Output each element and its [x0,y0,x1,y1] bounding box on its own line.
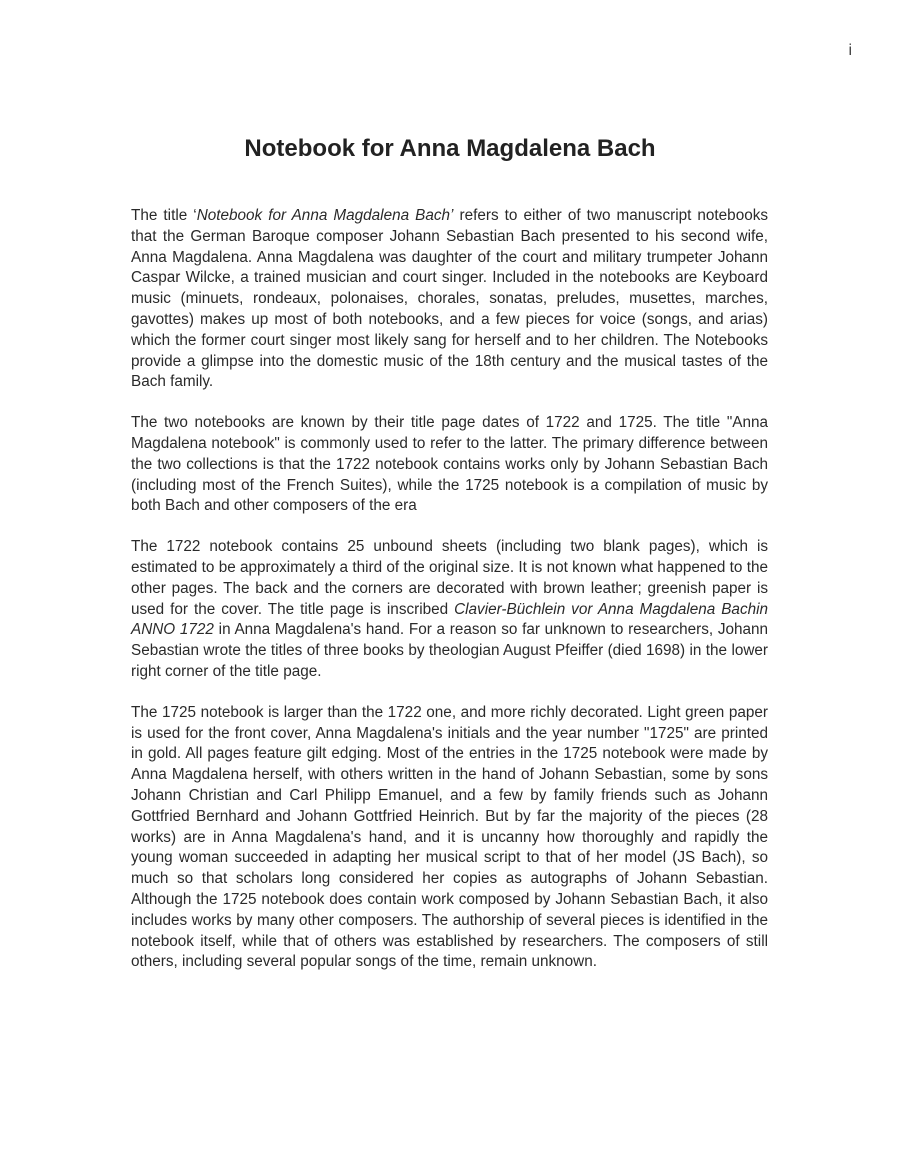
paragraph-4 [131,703,768,973]
italic-title-text: Notebook for Anna Magdalena Bach’ [196,207,454,224]
paragraph-2 [131,413,768,517]
document-title: Notebook for Anna Magdalena Bach [244,135,656,162]
paragraph-text: The title ‘ [131,207,197,224]
body-text [131,206,768,993]
paragraph-text: refers to either of two manuscript notebooks that the German Baroque composer Johann Sebastian Bach presented to his second wife, Anna Magdalena. Anna Magdalena was daughter of the court and military trumpeter Johann Caspar Wilcke, a trained musician and court singer. Included in the notebooks are Keyboard music (minuets, rondeaux, polonaises, chorales, sonatas, preludes, musettes, marches, gavottes) makes up most of both notebooks, and a few pieces for voice (songs, and arias) which the former court singer most likely sang for herself and to her children. The Notebooks provide a glimpse into the domestic music of the 18th century and the musical tastes of the Bach family. [131,207,769,391]
paragraph-text: The 1725 notebook is larger than the 1722 one, and more richly decorated. Light green paper is used for the front cover, Anna Magdalena's initials and the year number "1725" are printed in gold. All pages feature gilt edging. Most of the entries in the 1725 notebook were made by Anna Magdalena herself, with others written in the hand of Johann Sebastian, some by sons Johann Christian and Carl Philipp Emanuel, and a few by family friends such as Johann Gottfried Bernhard and Johann Gottfried Heinrich. But by far the majority of the pieces (28 works) are in Anna Magdalena's hand, and it is uncanny how thoroughly and rapidly the young woman succeeded in adapting her musical script to that of her model (JS Bach), so much so that scholars long considered her copies as autographs of Johann Sebastian. Although the 1725 notebook does contain work composed by Johann Sebastian Bach, it also includes works by many other composers. The authorship of several pieces is identified in the notebook itself, while that of others was established by researchers. The composers of still others, including several popular songs of the time, remain unknown. [131,703,768,971]
paragraph-text: The two notebooks are known by their title page dates of 1722 and 1725. The title "Anna Magdalena notebook" is commonly used to refer to the latter. The primary difference between the two collections is that the 1722 notebook contains works only by Johann Sebastian Bach (including most of the French Suites), while the 1725 notebook is a compilation of music by both Bach and other composers of the era [131,414,768,515]
page-number: i [848,42,852,59]
italic-title-text: Clavier-Büchlein vor Anna Magdalena Bachin ANNO 1722 [131,600,769,639]
paragraph-3 [131,537,768,683]
paragraph-text: in Anna Magdalena's hand. For a reason so far unknown to researchers, Johann Sebastian wrote the titles of three books by theologian August Pfeiffer (died 1698) in the lower right corner of the title page. [131,621,769,680]
paragraph-1 [131,206,768,393]
paragraph-text: The 1722 notebook contains 25 unbound sheets (including two blank pages), which is estimated to be approximately a third of the original size. It is not known what happened to the other pages. The back and the corners are decorated with brown leather; greenish paper is used for the cover. The title page is inscribed [131,538,768,618]
